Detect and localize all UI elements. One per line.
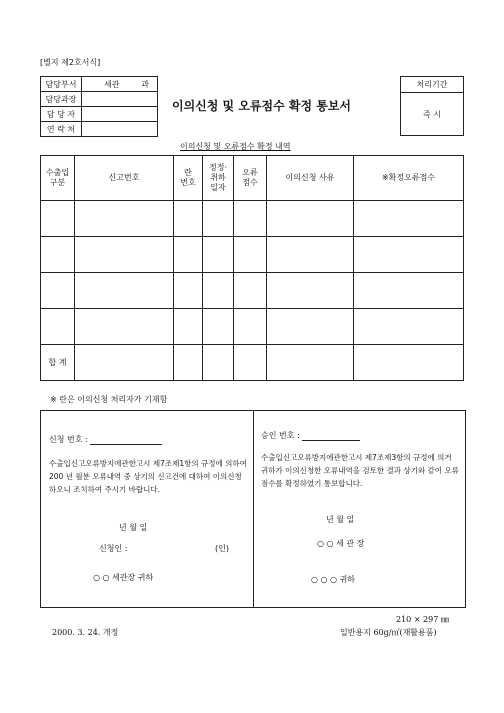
panel-divider bbox=[253, 411, 254, 607]
table-row bbox=[41, 201, 464, 237]
table-row bbox=[41, 309, 464, 345]
dept-label: 담당부서 bbox=[41, 77, 82, 92]
staff-label: 담 당 자 bbox=[41, 107, 82, 122]
total-row bbox=[41, 345, 464, 381]
table-header-row bbox=[41, 156, 464, 201]
col-line-number: 란 번호 bbox=[174, 156, 203, 201]
approval-body: 수출입신고오류방지에관한고시 제7조제3항의 규정에 의거 귀하가 이의신청한 오류내역을 검토한 결과 상기와 같이 오류점수를 확정하였기 통보합니다. bbox=[261, 453, 459, 488]
application-date: 년 월 일 bbox=[119, 523, 148, 532]
approval-recipient: ○ ○ ○ 귀하 bbox=[311, 575, 356, 584]
paper-size: 210 × 297 ㎜ bbox=[396, 615, 449, 624]
application-number-field[interactable] bbox=[90, 436, 162, 445]
staff-value[interactable] bbox=[82, 107, 158, 122]
application-number-label: 신청 번호 : bbox=[49, 435, 88, 444]
applicant-label: 신청인 : bbox=[99, 544, 128, 553]
contact-label: 연 락 처 bbox=[41, 122, 82, 137]
bottom-panels bbox=[40, 410, 466, 608]
details-table bbox=[40, 155, 464, 381]
table-title: 이의신청 및 오류점수 확정 내역 bbox=[180, 142, 291, 151]
approval-number-label: 승인 번호 : bbox=[261, 431, 300, 440]
col-import-export: 수출입 구분 bbox=[41, 156, 75, 201]
manager-value[interactable] bbox=[82, 92, 158, 107]
col-error-score: 오류 점수 bbox=[234, 156, 267, 201]
approval-date: 년 월 일 bbox=[326, 515, 355, 524]
revision-date: 2000. 3. 24. 개정 bbox=[52, 628, 119, 637]
application-body: 수출입신고오류방지에관한고시 제7조제1항의 규정에 의하여 200 년 월분 오류내역 중 상기의 신고건에 대하여 이의신청하오니 조치하여 주시기 바랍니다. bbox=[49, 459, 247, 494]
total-label: 합 계 bbox=[41, 345, 75, 381]
manager-label: 담당과장 bbox=[41, 92, 82, 107]
approval-number-field[interactable] bbox=[302, 432, 360, 441]
period-value: 즉 시 bbox=[401, 93, 464, 136]
table-row bbox=[41, 237, 464, 273]
dept-value[interactable]: 세관 과 bbox=[82, 77, 158, 92]
col-correction-date: 정정· 취하 일자 bbox=[203, 156, 234, 201]
note-text: ※ 란은 이의신청 처리자가 기재함 bbox=[50, 395, 168, 404]
col-declaration-number: 신고번호 bbox=[75, 156, 174, 201]
seal-mark: (인) bbox=[215, 544, 229, 553]
period-label: 처리기간 bbox=[401, 77, 464, 93]
customs-issuer: ○ ○ 세 관 장 bbox=[317, 539, 365, 548]
col-objection-reason: 이의신청 사유 bbox=[267, 156, 354, 201]
application-recipient: ○ ○ 세관장 귀하 bbox=[93, 573, 154, 582]
application-number-row bbox=[49, 435, 162, 445]
header-info-table bbox=[40, 76, 158, 137]
paper-spec: 일반용지 60g/㎡(재활용품) bbox=[340, 628, 437, 637]
col-confirmed-score: ※확정오류점수 bbox=[354, 156, 464, 201]
document-title: 이의신청 및 오류점수 확정 통보서 bbox=[172, 99, 352, 113]
table-row bbox=[41, 273, 464, 309]
form-label: [별지 제2호서식] bbox=[40, 58, 101, 67]
processing-period-box bbox=[400, 76, 464, 136]
contact-value[interactable] bbox=[82, 122, 158, 137]
approval-number-row bbox=[261, 431, 360, 441]
